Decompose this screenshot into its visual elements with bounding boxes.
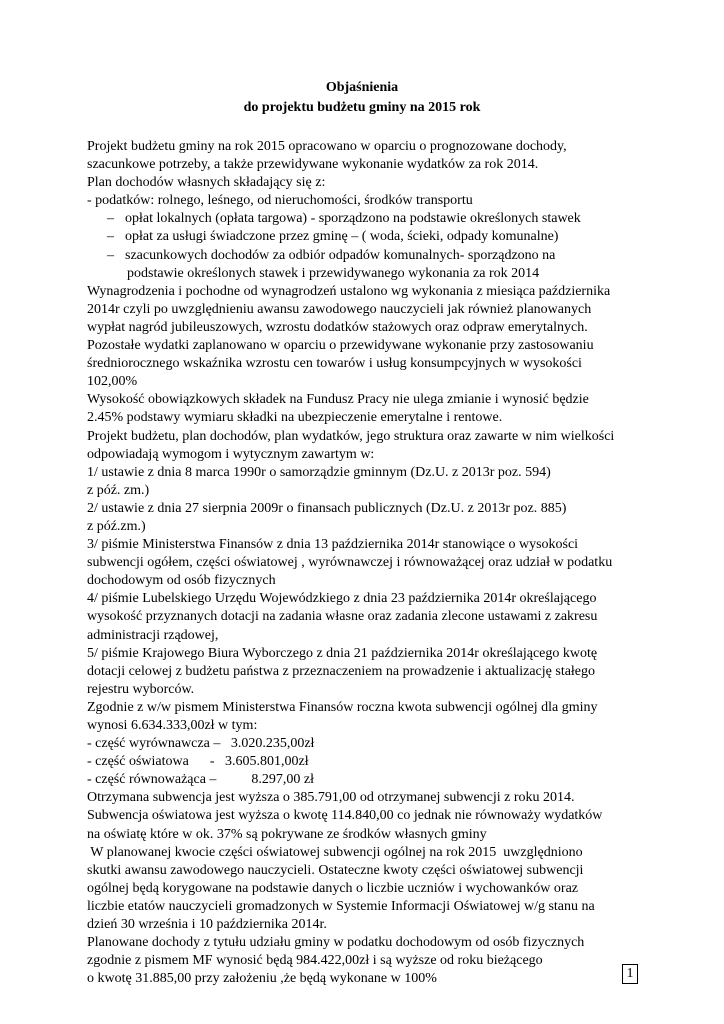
document-subtitle: do projektu budżetu gminy na 2015 rok [243, 100, 481, 115]
paragraph-line: 1/ ustawie z dnia 8 marca 1990r o samorządzie gminnym (Dz.U. z 2013r poz. 594) [87, 464, 551, 480]
paragraph-line: 2/ ustawie z dnia 27 sierpnia 2009r o finansach publicznych (Dz.U. z 2013r poz. 885) [87, 500, 567, 516]
paragraph-line: ogólnej będą korygowane na podstawie danych o liczbie uczniów i wychowanków oraz [87, 880, 579, 896]
paragraph-line: 102,00% [87, 374, 138, 390]
list-item [87, 228, 687, 246]
list-item-text: szacunkowych dochodów za odbiór odpadów komunalnych- sporządzono na [125, 247, 556, 263]
paragraph-line: Zgodnie z w/w pismem Ministerstwa Finansów roczna kwota subwencji ogólnej dla gminy [87, 699, 598, 715]
paragraph-line: o kwotę 31.885,00 przy założeniu ,że będą wykonane w 100% [87, 971, 437, 987]
paragraph-line: Plan dochodów własnych składający się z: [87, 175, 326, 191]
paragraph-line: z póź.zm.) [87, 518, 146, 534]
paragraph-line: W planowanej kwocie części oświatowej subwencji ogólnej na rok 2015 uwzględniono [87, 844, 583, 860]
paragraph-line: Projekt budżetu gminy na rok 2015 opracowano w oparciu o prognozowane dochody, [87, 139, 567, 154]
paragraph-line: Subwencja oświatowa jest wyższa o kwotę 114.840,00 co jednak nie równoważy wydatków [87, 808, 603, 824]
paragraph-line: subwencji ogółem, części oświatowej , wyrównawczej i równoważącej oraz udział w podatku [87, 555, 613, 571]
dash-bullet: – [107, 211, 114, 227]
paragraph-line: Pozostałe wydatki zaplanowano w oparciu o przewidywane wykonanie przy zastosowaniu [87, 338, 594, 354]
paragraph-line: z póź. zm.) [87, 482, 150, 498]
list-item [87, 210, 687, 228]
paragraph-line: szacunkowe potrzeby, a także przewidywane wykonanie wydatków za rok 2014. [87, 157, 539, 173]
paragraph-line: - część równoważąca – 8.297,00 zł [87, 772, 315, 788]
paragraph-line: wysokość przyznanych dotacji na zadania własne oraz zadania zlecone ustawami z zakresu [87, 609, 598, 625]
paragraph-line: 5/ piśmie Krajowego Biura Wyborczego z dnia 21 października 2014r określającego kwotę [87, 645, 598, 661]
dash-bullet: – [107, 247, 114, 263]
paragraph-line: średniorocznego wskaźnika wzrostu cen towarów i usług konsumpcyjnych w wysokości [87, 356, 582, 372]
dash-bullet: – [107, 229, 114, 245]
document-body [87, 138, 687, 988]
list-item [87, 247, 687, 265]
paragraph-line: - część wyrównawcza – 3.020.235,00zł [87, 736, 315, 752]
paragraph-line: - część oświatowa - 3.605.801,00zł [87, 754, 309, 770]
paragraph-line: 2014r czyli po uwzględnieniu awansu zawodowego nauczycieli jak również planowanych [87, 301, 592, 317]
paragraph-line: liczbie etatów nauczycieli gromadzonych w Systemie Informacji Oświatowej w/g stanu na [87, 898, 595, 914]
paragraph-line: na oświatę które w ok. 37% są pokrywane ze środków własnych gminy [87, 826, 487, 842]
list-item-text: opłat za usługi świadczone przez gminę – ( woda, ścieki, odpady komunalne) [125, 229, 559, 245]
document-title: Objaśnienia [325, 80, 399, 95]
paragraph-line: rejestru wyborców. [87, 681, 195, 697]
paragraph-line: dzień 30 września i 10 października 2014r. [87, 917, 327, 933]
paragraph-line: Wynagrodzenia i pochodne od wynagrodzeń ustalono wg wykonania z miesiąca października [87, 283, 611, 299]
list-item-text: opłat lokalnych (opłata targowa) - sporządzono na podstawie określonych stawek [125, 211, 581, 227]
paragraph-line: wynosi 6.634.333,00zł w tym: [87, 718, 258, 733]
paragraph-line: administracji rządowej, [87, 627, 219, 643]
paragraph-line: 3/ piśmie Ministerstwa Finansów z dnia 13 października 2014r stanowiące o wysokości [87, 537, 579, 553]
paragraph-line: Otrzymana subwencja jest wyższa o 385.791,00 od otrzymanej subwencji z roku 2014. [87, 790, 575, 806]
paragraph-line: - podatków: rolnego, leśnego, od nieruchomości, środków transportu [87, 193, 473, 209]
paragraph-line: dochodowym od osób fizycznych [87, 573, 276, 589]
paragraph-line: skutki awansu zawodowego nauczycieli. Ostateczne kwoty części oświatowej subwencji [87, 862, 584, 878]
paragraph-line: Projekt budżetu, plan dochodów, plan wydatków, jego struktura oraz zawarte w nim wielkości [87, 428, 615, 444]
paragraph-line: zgodnie z pismem MF wynosić będą 984.422,00zł i są wyższe od roku bieżącego [87, 953, 543, 969]
paragraph-line: Wysokość obowiązkowych składek na Fundusz Pracy nie ulega zmianie i wynosić będzie [87, 392, 589, 408]
page-number: 1 [622, 964, 638, 984]
paragraph-line: dotacji celowej z budżetu państwa z przeznaczeniem na prowadzenie i aktualizację stałego [87, 663, 596, 679]
paragraph-line: wypłat nagród jubileuszowych, wzrostu dodatków stażowych oraz odpraw emerytalnych. [87, 319, 588, 335]
list-item-continuation: podstawie określonych stawek i przewidywanego wykonania za rok 2014 [127, 265, 540, 281]
paragraph-line: 2.45% podstawy wymiaru składki na ubezpieczenie emerytalne i rentowe. [87, 410, 503, 426]
paragraph-line: odpowiadają wymogom i wytycznym zawartym w: [87, 446, 375, 462]
paragraph-line: Planowane dochody z tytułu udziału gminy w podatku dochodowym od osób fizycznych [87, 935, 585, 951]
paragraph-line: 4/ piśmie Lubelskiego Urzędu Wojewódzkiego z dnia 23 października 2014r określającego [87, 591, 597, 607]
